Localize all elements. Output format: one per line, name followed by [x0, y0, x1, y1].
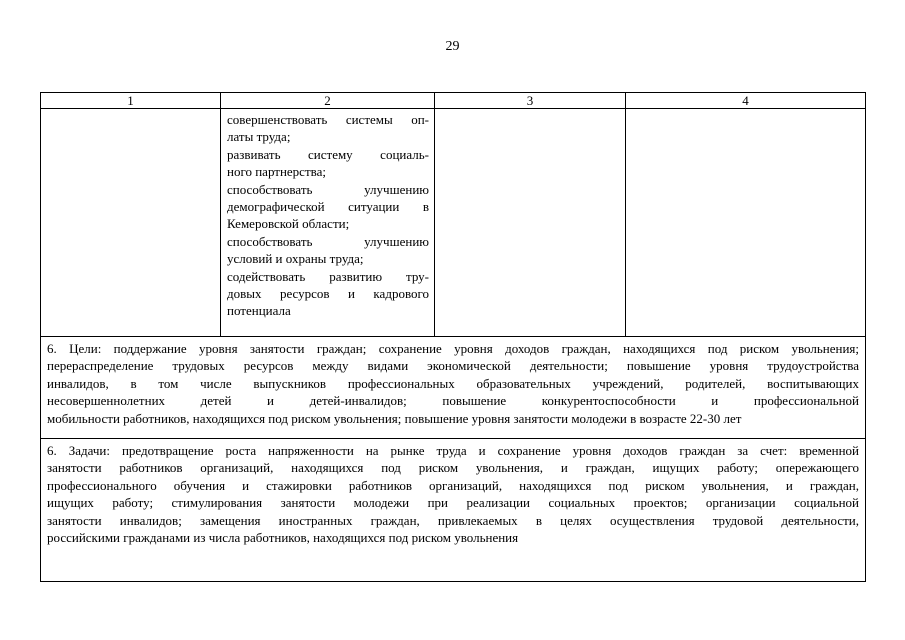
column-header-1: 1 — [41, 93, 221, 109]
page-number: 29 — [445, 39, 460, 54]
measure-line: условий и охраны труда; — [227, 251, 364, 267]
cell-col2-measures — [221, 109, 435, 337]
measure-line: потенциала — [227, 303, 291, 319]
table-header-row — [41, 93, 866, 109]
column-header-4: 4 — [626, 93, 866, 109]
measure-line: способствовать улучшению — [227, 233, 429, 249]
tasks-text-line: занятости инвалидов; замещения иностранных граждан, привлекаемых в целях осуществления трудовой деятельности, — [47, 512, 859, 528]
cell-col1 — [41, 109, 221, 337]
tasks-text-line: 6. Задачи: предотвращение роста напряженности на рынке труда и сохранение уровня доходов граждан за счет: временной — [47, 443, 859, 458]
measure-line: совершенствовать системы оп- — [227, 112, 429, 127]
measure-line: демографической ситуации в — [227, 199, 429, 215]
measure-line: ного партнерства; — [227, 164, 326, 180]
table-row-continuation — [41, 109, 866, 337]
goals-text-line: перераспределение трудовых ресурсов между видами экономической деятельности; повышение уровня трудоустройства — [47, 358, 859, 374]
measure-line: Кемеровской области; — [227, 216, 350, 232]
tasks-text-line: ищущих работу; стимулирования занятости молодежи при реализации социальных проектов; организации социальной — [47, 495, 859, 511]
measure-line: развивать систему социаль- — [227, 146, 429, 162]
goals-cell — [41, 337, 866, 439]
measure-line: довых ресурсов и кадрового — [227, 286, 429, 302]
goals-text-line: несовершеннолетних детей и детей-инвалидов; повышение конкурентоспособности и профессиональной — [47, 393, 859, 409]
tasks-text-line: профессионального обучения и стажировки работников организаций, находящихся под риском увольнения, и граждан, — [47, 477, 859, 493]
tasks-cell — [41, 439, 866, 582]
cell-col3 — [435, 109, 626, 337]
table-row-tasks — [41, 439, 866, 582]
column-header-2: 2 — [221, 93, 435, 109]
column-header-3: 3 — [435, 93, 626, 109]
table-row-goals — [41, 337, 866, 439]
measure-line: способствовать улучшению — [227, 181, 429, 197]
tasks-text-line: занятости работников организаций, находящихся под риском увольнения, и граждан, ищущих работу; опережающего — [47, 460, 859, 476]
goals-text-line: мобильности работников, находящихся под риском увольнения; повышение уровня занятости молодежи в возрасте 22-30 лет — [47, 410, 742, 426]
measure-line: латы труда; — [227, 129, 291, 145]
tasks-text-line: российскими гражданами из числа работников, находящихся под риском увольнения — [47, 530, 519, 546]
cell-col4 — [626, 109, 866, 337]
goals-text-line: инвалидов, в том числе выпускников профессиональных образовательных учреждений, родителей, воспитывающих — [47, 375, 859, 391]
program-table — [40, 92, 866, 582]
goals-text-line: 6. Цели: поддержание уровня занятости граждан; сохранение уровня доходов граждан, находящихся под риском увольнения; — [47, 341, 859, 356]
measure-line: содействовать развитию тру- — [227, 268, 429, 284]
